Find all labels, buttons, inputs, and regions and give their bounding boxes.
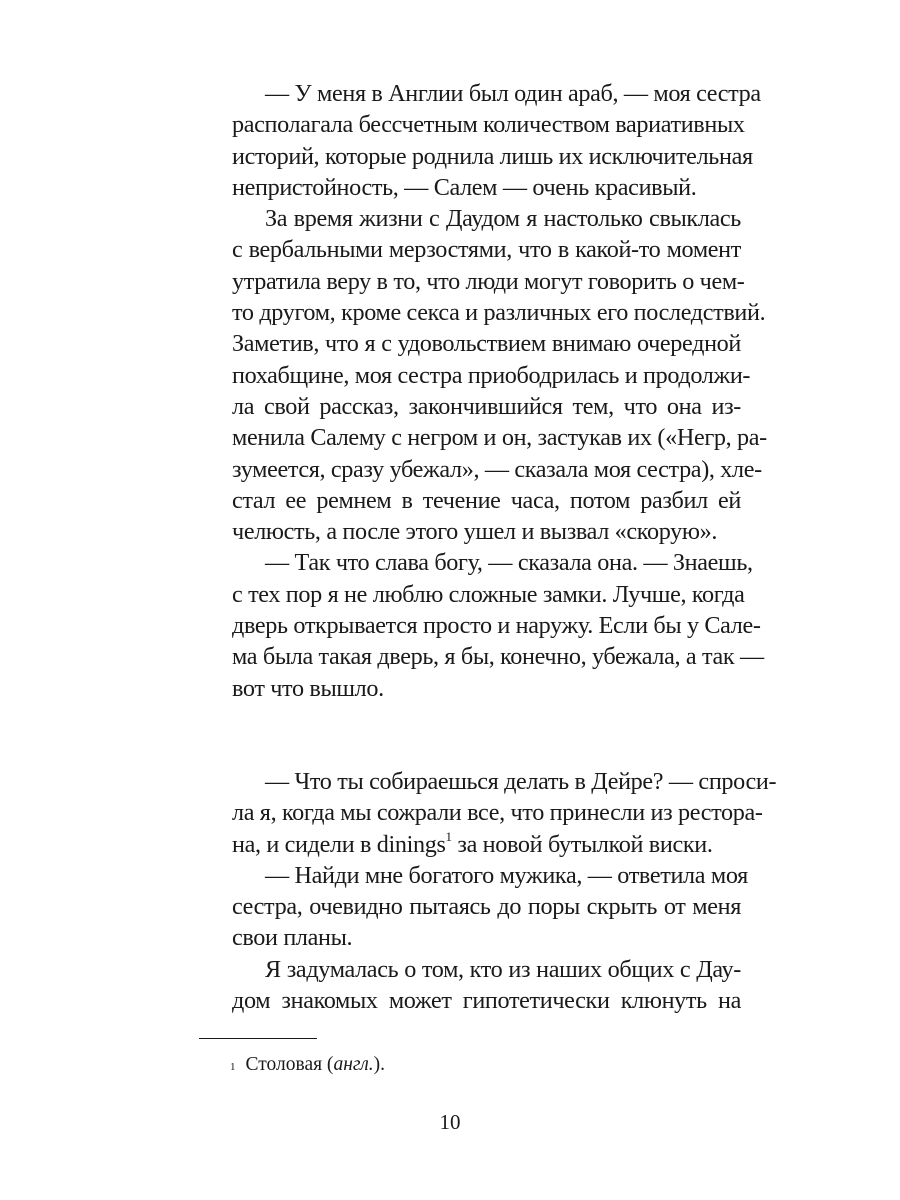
text-line: вот что вышло. bbox=[232, 674, 384, 702]
paragraph bbox=[199, 547, 764, 703]
text-line: непристойность, — Салем — очень красивый. bbox=[232, 173, 697, 201]
text-line: с вербальными мерзостями, что в какой-то момент bbox=[232, 236, 741, 264]
text-line: — Найди мне богатого мужика, — ответила моя bbox=[265, 861, 748, 889]
paragraph bbox=[199, 203, 767, 547]
text-line: с тех пор я не люблю сложные замки. Лучше, когда bbox=[232, 580, 745, 608]
paragraph bbox=[199, 766, 777, 860]
text-line: зумеется, сразу убежал», — сказала моя сестра), хле- bbox=[232, 455, 762, 483]
page-number: 10 bbox=[439, 1110, 461, 1134]
text-line: похабщине, моя сестра приободрилась и продолжи- bbox=[232, 361, 751, 389]
text-line: — Что ты собираешься делать в Дейре? — спроси- bbox=[265, 767, 777, 795]
text-line: менила Салему с негром и он, застукав их («Негр, ра- bbox=[232, 424, 767, 452]
text-line: стал ее ремнем в течение часа, потом разбил ей bbox=[232, 486, 741, 514]
text-line: ла я, когда мы сожрали все, что принесли из рестора- bbox=[232, 799, 763, 827]
text-line: свои планы. bbox=[232, 924, 353, 952]
footnote-text: Столовая ( bbox=[245, 1054, 334, 1075]
text-line: ма была такая дверь, я бы, конечно, убежала, а так — bbox=[232, 643, 764, 671]
text-line: утратила веру в то, что люди могут говорить о чем- bbox=[232, 267, 745, 295]
footnote-divider bbox=[199, 1038, 317, 1039]
text-line bbox=[199, 829, 741, 860]
text-line: дверь открывается просто и наружу. Если бы у Сале- bbox=[232, 612, 761, 640]
text-line: сестра, очевидно пытаясь до поры скрыть от меня bbox=[232, 893, 741, 921]
footnote-mark: 1 bbox=[230, 1061, 236, 1073]
text-line: — Так что слава богу, — сказала она. — Знаешь, bbox=[265, 549, 753, 577]
text-fragment: на, и сидели в dinings bbox=[232, 830, 446, 858]
text-fragment: за новой бутылкой виски. bbox=[451, 830, 713, 858]
paragraph bbox=[199, 78, 761, 203]
text-line: историй, которые роднила лишь их исключительная bbox=[232, 142, 753, 170]
text-line: Заметив, что я с удовольствием внимаю очередной bbox=[232, 330, 741, 358]
paragraph bbox=[199, 860, 748, 954]
text-line: Я задумалась о том, кто из наших общих с Дау- bbox=[265, 955, 741, 983]
text-line: располагала бессчетным количеством вариативных bbox=[232, 111, 745, 139]
section-break bbox=[199, 704, 741, 766]
text-line: За время жизни с Даудом я настолько свыклась bbox=[265, 205, 741, 233]
footnote bbox=[230, 1052, 385, 1078]
paragraph bbox=[199, 954, 741, 1017]
page-body bbox=[199, 78, 777, 1016]
text-line: ла свой рассказ, закончившийся тем, что она из- bbox=[232, 392, 741, 420]
footnote-text: ). bbox=[373, 1054, 385, 1075]
text-line: — У меня в Англии был один араб, — моя сестра bbox=[265, 80, 761, 107]
footnote-reference[interactable]: 1 bbox=[445, 829, 452, 845]
text-line: дом знакомых может гипотетически клюнуть на bbox=[232, 987, 741, 1015]
footnote-text-italic: англ. bbox=[333, 1054, 374, 1075]
text-line: челюсть, а после этого ушел и вызвал «скорую». bbox=[232, 518, 718, 546]
text-line: то другом, кроме секса и различных его последствий. bbox=[232, 299, 766, 327]
